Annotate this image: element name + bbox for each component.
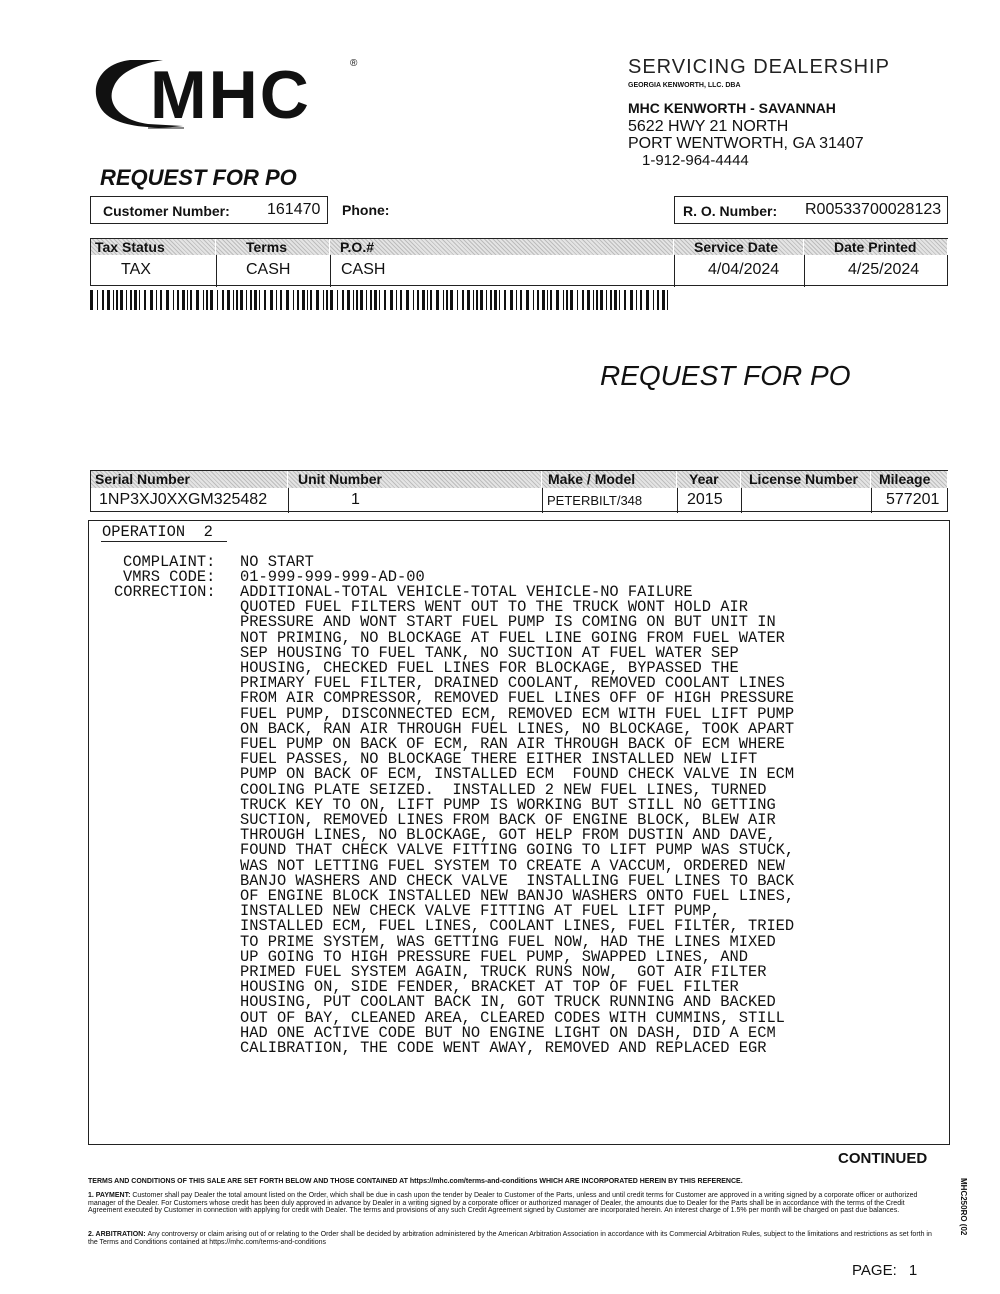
dealer-heading: SERVICING DEALERSHIP — [628, 56, 890, 78]
dealer-address-1: 5622 HWY 21 NORTH — [628, 118, 789, 135]
svg-text:®: ® — [350, 58, 358, 69]
dealer-phone: 1-912-964-4444 — [642, 152, 749, 169]
terms-heading: TERMS AND CONDITIONS OF THIS SALE ARE SET FORTH BELOW AND THOSE CONTAINED AT https://mhc.com/terms-and-conditions WHICH ARE INCORPORATED HEREIN BY THIS REFERENCE. — [88, 1178, 743, 1185]
header-po: P.O.# — [330, 239, 674, 255]
order-info-table — [90, 238, 948, 286]
terms-value: CASH — [246, 261, 291, 278]
correction-line: FOUND THAT CHECK VALVE FITTING GOING TO LIFT PUMP WAS STUCK, — [240, 841, 795, 860]
correction-line: TO PRIME SYSTEM, WAS GETTING FUEL NOW, HAD THE LINES MIXED — [240, 932, 776, 951]
correction-line: OF ENGINE BLOCK INSTALLED NEW BANJO WASHERS ONTO FUEL LINES, — [240, 887, 795, 906]
tax-status-value: TAX — [121, 261, 151, 278]
correction-line: FUEL PUMP, DISCONNECTED ECM, REMOVED ECM WITH FUEL LIFT PUMP — [240, 704, 795, 723]
ro-number-label: R. O. Number: — [683, 203, 778, 219]
ro-number-box — [674, 196, 948, 224]
correction-line: PRIMARY FUEL FILTER, DRAINED COOLANT, REMOVED COOLANT LINES — [240, 674, 785, 693]
terms-arbitration — [88, 1231, 940, 1246]
correction-line: CALIBRATION, THE CODE WENT AWAY, REMOVED AND REPLACED EGR — [240, 1039, 767, 1058]
barcode — [90, 290, 670, 310]
correction-line: HOUSING, CHECKED FUEL LINES FOR BLOCKAGE, BYPASSED THE — [240, 659, 739, 678]
date-printed-value: 4/25/2024 — [848, 261, 920, 278]
header-service-date: Service Date — [674, 239, 804, 255]
mhc-logo — [88, 50, 368, 140]
unit-number-value: 1 — [351, 491, 360, 508]
correction-line: PUMP ON BACK OF ECM, INSTALLED ECM FOUND CHECK VALVE IN ECM — [240, 765, 795, 784]
correction-text — [240, 585, 794, 1056]
correction-line: FUEL PUMP ON BACK OF ECM, RAN AIR THROUGH BACK OF ECM WHERE — [240, 735, 785, 754]
correction-line: WAS NOT LETTING FUEL SYSTEM TO CREATE A VACCUM, ORDERED NEW — [240, 856, 785, 875]
dealer-legal-name: GEORGIA KENWORTH, LLC. DBA — [628, 82, 741, 89]
correction-line: SUCTION, REMOVED LINES FROM BACK OF ENGINE BLOCK, BLEW AIR — [240, 811, 776, 830]
vmrs-value: 01-999-999-999-AD-00 — [240, 568, 425, 586]
arbitration-text: Any controversy or claim arising out of or relating to the Order shall be decided by arbitration administered by the American Arbitration Association in accordance with its Commercial Arbitration Rules, subject to the limitations and restrictions as set forth in the Terms and Conditions contained at https://mhc.com/terms-and-conditions — [88, 1231, 932, 1246]
serial-number-value: 1NP3XJ0XXGM325482 — [99, 491, 268, 508]
doc-title: REQUEST FOR PO — [100, 165, 297, 190]
payment-label: 1. PAYMENT: — [88, 1192, 131, 1199]
customer-number-label: Customer Number: — [103, 203, 230, 219]
correction-line: UP GOING TO HIGH PRESSURE FUEL PUMP, SWAPPED LINES, AND — [240, 947, 748, 966]
header-date-printed: Date Printed — [804, 239, 948, 255]
correction-line: HOUSING ON, SIDE FENDER, BRACKET AT TOP OF FUEL FILTER — [240, 978, 739, 997]
correction-line: ON BACK, RAN AIR THROUGH FUEL LINES, NO BLOCKAGE, TOOK APART — [240, 719, 795, 738]
vehicle-table — [90, 470, 948, 512]
phone-label: Phone: — [342, 202, 390, 218]
correction-line: BANJO WASHERS AND CHECK VALVE INSTALLING FUEL LINES TO BACK — [240, 871, 795, 890]
correction-line: PRESSURE AND WONT START FUEL PUMP IS COMING ON BUT UNIT IN — [240, 613, 776, 632]
mileage-value: 577201 — [886, 491, 940, 508]
ro-number: R00533700028123 — [805, 201, 942, 218]
header-year: Year — [677, 471, 741, 488]
customer-number-box — [90, 196, 328, 224]
header-make-model: Make / Model — [542, 471, 677, 488]
correction-line: PRIMED FUEL SYSTEM AGAIN, TRUCK RUNS NOW, GOT AIR FILTER — [240, 963, 767, 982]
correction-label: CORRECTION: — [114, 583, 216, 601]
page-label: PAGE: — [852, 1262, 897, 1279]
header-unit-number: Unit Number — [288, 471, 542, 488]
header-terms: Terms — [216, 239, 330, 255]
correction-line: HAD ONE ACTIVE CODE BUT NO ENGINE LIGHT ON DASH, DID A ECM — [240, 1023, 776, 1042]
header-serial-number: Serial Number — [91, 471, 288, 488]
correction-line: NOT PRIMING, NO BLOCKAGE AT FUEL LINE GOING FROM FUEL WATER — [240, 628, 785, 647]
doc-title-large: REQUEST FOR PO — [600, 360, 851, 391]
operation-title: OPERATION 2 — [102, 523, 213, 541]
page-value: 1 — [908, 1262, 918, 1279]
payment-text: Customer shall pay Dealer the total amount listed on the Order, which shall be due in cash upon the tender by Dealer to Customer of the Parts, unless and until credit terms for Customer are approved in a writing signed by a corporate officer or authorized manager of the Dealer. For Customers whose credit has been duly approved in advance by Dealer in a writing signed by a corporate officer or authorized manager of Dealer, the amounts due to Dealer for the Parts shall be in accordance with the terms of the Credit Agreement executed by Customer in connection with applying for credit with Dealer. The terms and provisions of any such Credit Agreement signed by Customer are incorporated herein. An interest charge of 1.5% per month will be charged on past due balances. — [88, 1192, 918, 1215]
po-value: CASH — [341, 261, 386, 278]
correction-line: INSTALLED ECM, FUEL LINES, COOLANT LINES, FUEL FILTER, TRIED — [240, 917, 795, 936]
vmrs-label: VMRS CODE: — [123, 568, 216, 586]
correction-line: QUOTED FUEL FILTERS WENT OUT TO THE TRUCK WONT HOLD AIR — [240, 598, 748, 617]
correction-line: HOUSING, PUT COOLANT BACK IN, GOT TRUCK RUNNING AND BACKED — [240, 993, 776, 1012]
correction-line: SEP HOUSING TO FUEL TANK, NO SUCTION AT FUEL WATER SEP — [240, 643, 739, 662]
correction-line: ADDITIONAL-TOTAL VEHICLE-TOTAL VEHICLE-NO FAILURE — [240, 583, 693, 601]
header-mileage: Mileage — [871, 471, 948, 488]
service-date-value: 4/04/2024 — [708, 261, 780, 278]
dealer-address-2: PORT WENTWORTH, GA 31407 — [628, 135, 864, 152]
correction-line: TRUCK KEY TO ON, LIFT PUMP IS WORKING BUT STILL NO GETTING — [240, 795, 776, 814]
correction-line: FROM AIR COMPRESSOR, REMOVED FUEL LINES OFF OF HIGH PRESSURE — [240, 689, 795, 708]
operation-box — [88, 520, 950, 1145]
dealer-name: MHC KENWORTH - SAVANNAH — [628, 100, 836, 116]
arbitration-label: 2. ARBITRATION: — [88, 1231, 146, 1238]
year-value: 2015 — [687, 491, 723, 508]
correction-line: COOLING PLATE SEIZED. INSTALLED 2 NEW FUEL LINES, TURNED — [240, 780, 767, 799]
logo-text: MHC — [150, 57, 311, 133]
correction-line: INSTALLED NEW CHECK VALVE FITTING AT FUEL LIFT PUMP, — [240, 902, 721, 921]
form-code: MHC250RO (02 — [959, 1178, 968, 1236]
correction-line: OUT OF BAY, CLEANED AREA, CLEARED CODES WITH CUMMINS, STILL — [240, 1008, 785, 1027]
header-license-number: License Number — [741, 471, 871, 488]
page-number — [852, 1262, 917, 1279]
header-tax-status: Tax Status — [91, 239, 216, 255]
correction-line: FUEL PASSES, NO BLOCKAGE THERE EITHER INSTALLED NEW LIFT — [240, 750, 758, 769]
complaint-label: COMPLAINT: — [123, 553, 216, 571]
make-model-value: PETERBILT/348 — [547, 493, 643, 508]
customer-number: 161470 — [267, 201, 321, 218]
continued-label: CONTINUED — [838, 1150, 928, 1167]
terms-payment — [88, 1192, 940, 1215]
complaint-value: NO START — [240, 553, 314, 571]
correction-line: THROUGH LINES, NO BLOCKAGE, GOT HELP FROM DUSTIN AND DAVE, — [240, 826, 776, 845]
